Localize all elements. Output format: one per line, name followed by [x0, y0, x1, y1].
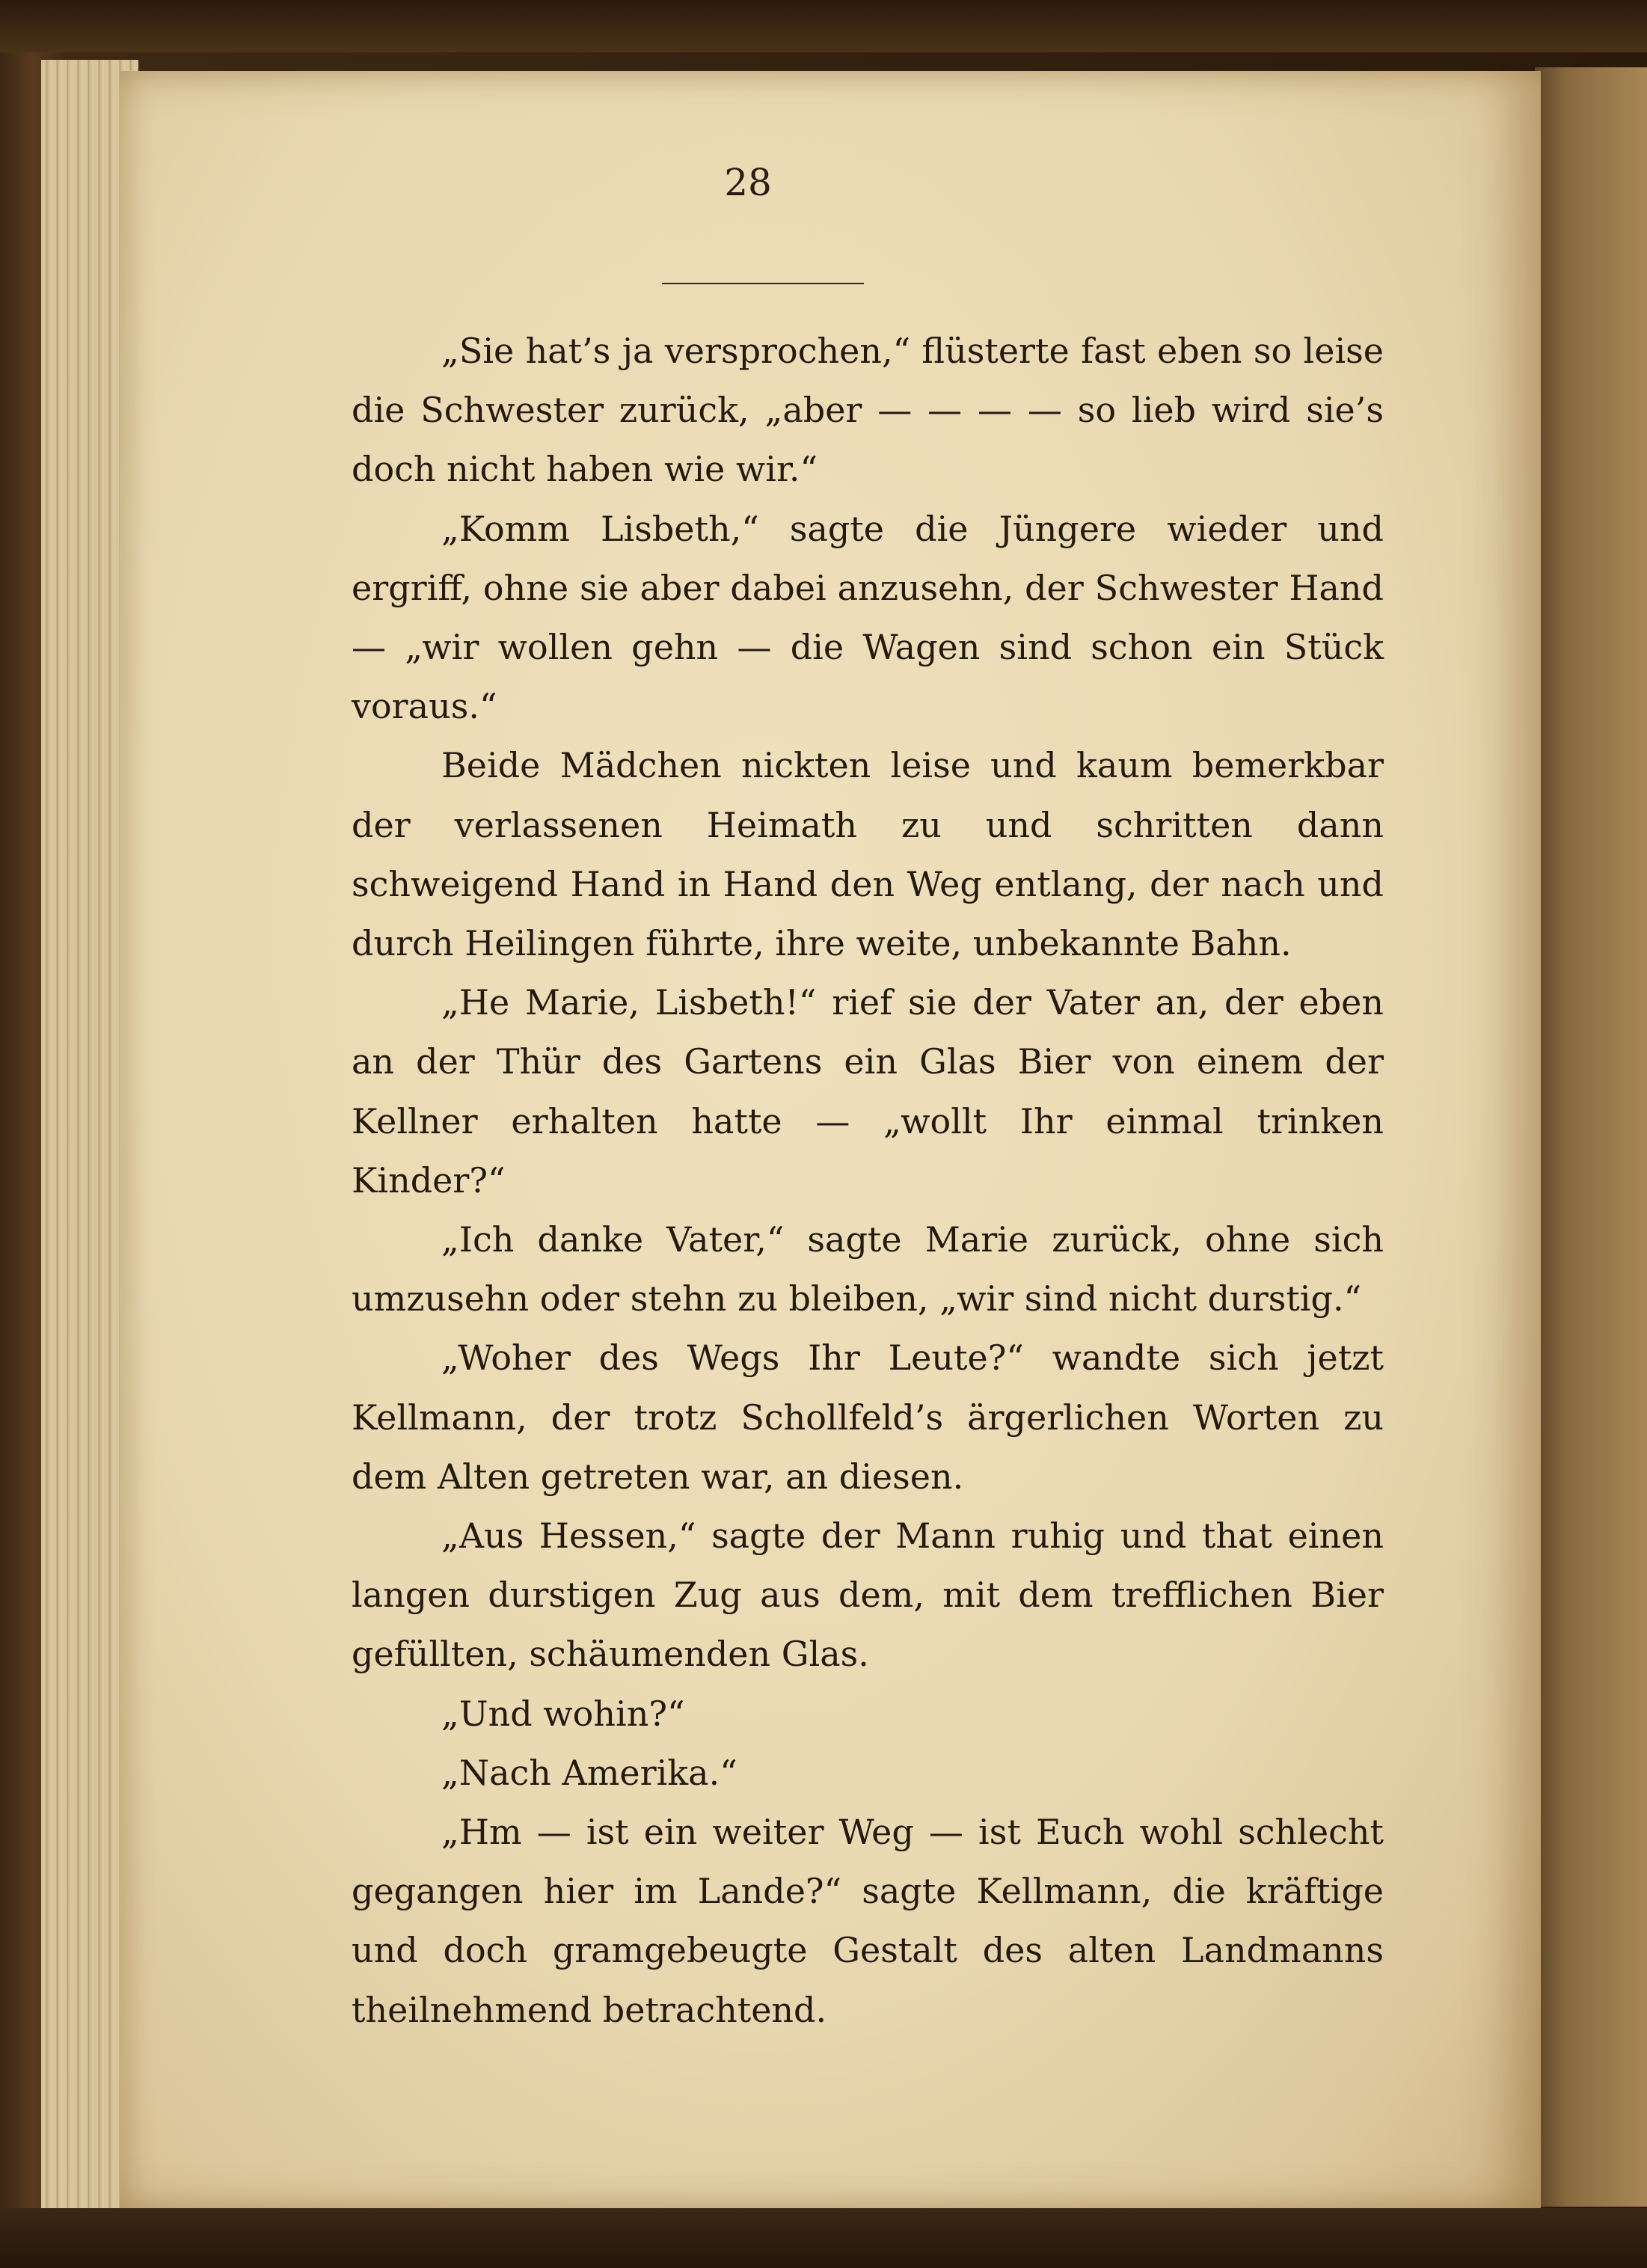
page-number: 28 — [724, 161, 772, 204]
paragraph: „Aus Hessen,“ sagte der Mann ruhig und that einen langen durstigen Zug aus dem, mit dem trefflichen Bier gefüllten, schäumenden Glas. — [352, 1515, 1384, 1675]
page-number-rule — [662, 283, 864, 284]
paragraph: „Woher des Wegs Ihr Leute?“ wandte sich jetzt Kellmann, der trotz Schollfeld’s ärgerlichen Worten zu dem Alten getreten war, an diesen. — [352, 1337, 1384, 1497]
paragraph: „He Marie, Lisbeth!“ rief sie der Vater an, der eben an der Thür des Gartens ein Glas Bier von einem der Kellner erhalten hatte — „wollt Ihr einmal trinken Kinder?“ — [352, 982, 1384, 1201]
paragraph: „Sie hat’s ja versprochen,“ flüsterte fast eben so leise die Schwester zurück, „aber — — — — so lieb wird sie’s doch nicht haben wie wir.“ — [352, 331, 1384, 490]
paragraph: „Nach Amerika.“ — [441, 1752, 737, 1793]
paragraph: Beide Mädchen nickten leise und kaum bemerkbar der verlassenen Heimath zu und schritten dann schweigend Hand in Hand den Weg entlang, der nach und durch Heilingen führte, ihre weite, unbekannte Bahn. — [352, 745, 1384, 964]
book-cover-bottom — [0, 2208, 1647, 2268]
book-cover-top — [0, 0, 1647, 52]
paragraph: „Ich danke Vater,“ sagte Marie zurück, ohne sich umzusehn oder stehn zu bleiben, „wir sind nicht durstig.“ — [352, 1219, 1384, 1320]
paragraph: „Und wohin?“ — [441, 1693, 685, 1734]
body-text — [352, 322, 1384, 2040]
paragraph: „Komm Lisbeth,“ sagte die Jüngere wieder und ergriff, ohne sie aber dabei anzusehn, der Schwester Hand — „wir wollen gehn — die Wagen sind schon ein Stück voraus.“ — [352, 508, 1384, 727]
facing-page-edge — [1535, 67, 1647, 2207]
paragraph: „Hm — ist ein weiter Weg — ist Euch wohl schlecht gegangen hier im Lande?“ sagte Kellmann, die kräftige und doch gramgebeugte Gestalt des alten Landmanns theilnehmend betrachtend. — [352, 1812, 1384, 2030]
